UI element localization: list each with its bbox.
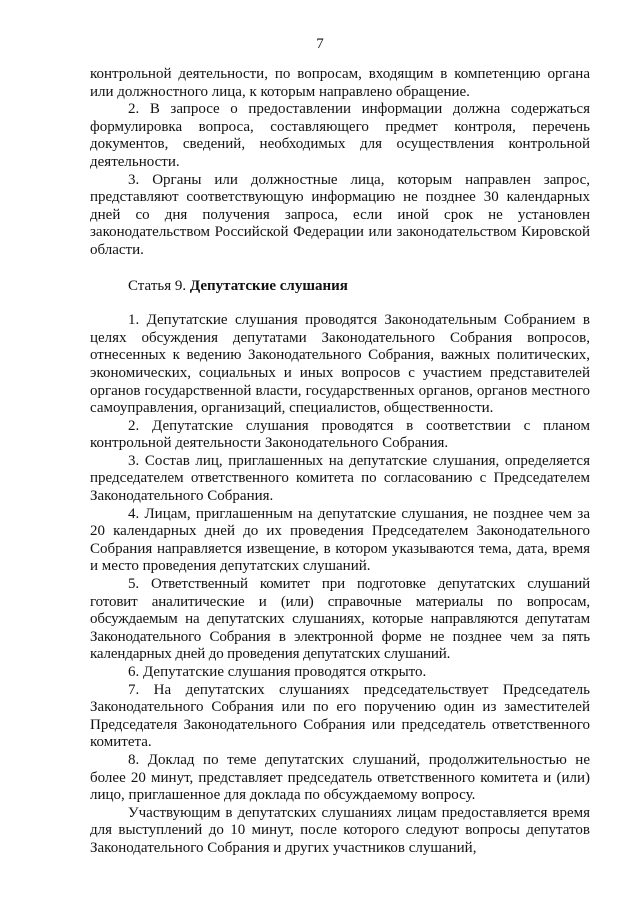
paragraph-9-6: 6. Депутатские слушания проводятся открыто.: [128, 664, 427, 680]
paragraph-8-3: 3. Органы или должностные лица, которым направлен запрос, представляют соответствующую информацию не позднее 30 календарных дней со дня получения запроса, если иной срок не установлен законодательством Российской Федерации или законодательством Кировской области.: [90, 171, 590, 258]
paragraph-continuation: контрольной деятельности, по вопросам, входящим в компетенцию органа или должностного лица, к которым направлено обращение.: [90, 66, 590, 100]
article-number: Статья 9.: [128, 277, 190, 294]
paragraph-9-5: 5. Ответственный комитет при подготовке депутатских слушаний готовит аналитические и (или) справочные материалы по вопросам, обсуждаемым на депутатских слушаниях, которые направляются депутатам Законодательного Собрания в электронной форме не позднее чем за пять календарных дней до проведения депутатских слушаний.: [90, 576, 590, 663]
paragraph-9-8-continued: Участвующим в депутатских слушаниях лицам предоставляется время для выступлений до 10 минут, после которого следуют вопросы депутатов Законодательного Собрания и других участников слушаний,: [90, 804, 590, 856]
paragraph-8-2: 2. В запросе о предоставлении информации должна содержаться формулировка вопроса, составляющего предмет контроля, перечень документов, сведений, необходимых для осуществления контрольной деятельности.: [90, 101, 590, 170]
page-number: 7: [316, 36, 324, 52]
document-body: [90, 66, 590, 858]
paragraph-9-7: 7. На депутатских слушаниях председательствует Председатель Законодательного Собрания или по его поручению один из заместителей Председателя Законодательного Собрания или председатель ответственного комитета.: [90, 681, 590, 751]
paragraph-9-2: 2. Депутатские слушания проводятся в соответствии с планом контрольной деятельности Законодательного Собрания.: [90, 417, 590, 452]
paragraph-9-3: 3. Состав лиц, приглашенных на депутатские слушания, определяется председателем ответственного комитета по согласованию с Председателем Законодательного Собрания.: [90, 452, 590, 505]
paragraph-9-1: 1. Депутатские слушания проводятся Законодательным Собранием в целях обсуждения депутатами Законодательного Собрания вопросов, отнесенных к ведению Законодательного Собрания, важных политических, экономических, социальных и иных вопросов с участием представителей органов государственной власти, государственных органов, органов местного самоуправления, организаций, специалистов, общественности.: [90, 312, 590, 417]
paragraph-9-4: 4. Лицам, приглашенным на депутатские слушания, не позднее чем за 20 календарных дней до их проведения Председателем Законодательного Собрания направляется извещение, в котором указываются тема, дата, время и место проведения депутатских слушаний.: [90, 505, 590, 575]
article-title: Депутатские слушания: [189, 277, 348, 294]
paragraph-9-8: 8. Доклад по теме депутатских слушаний, продолжительностью не более 20 минут, представляет председатель ответственного комитета и (или) лицо, приглашенное для доклада по обсуждаемому вопросу.: [90, 751, 590, 804]
article-heading: [90, 278, 590, 296]
